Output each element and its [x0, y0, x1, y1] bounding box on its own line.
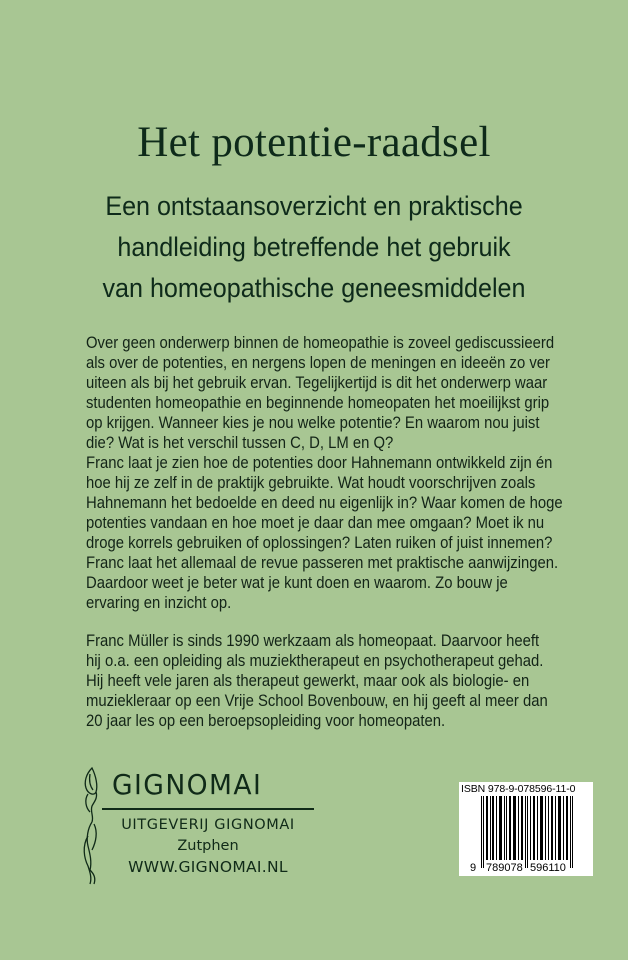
book-title: Het potentie-raadsel [137, 119, 491, 166]
blurb-line: Daardoor weet je beter wat je kunt doen en waarom. Zo bouw je [86, 574, 508, 592]
ean-right-digits: 596110 [530, 862, 566, 874]
blurb-line: Franc laat het allemaal de revue passeren met praktische aanwijzingen. [86, 554, 559, 572]
publisher-full-name: UITGEVERIJ GIGNOMAI [121, 817, 295, 833]
author-bio [86, 631, 608, 731]
blurb-line: Hahnemann het bedoelde en deed nu eigenlijk in? Waar komen de hoge [86, 494, 563, 512]
isbn-barcode [459, 782, 593, 876]
blurb-line: uiteen als bij het gebruik ervan. Tegelijkertijd is dit het onderwerp waar [86, 374, 548, 392]
plant-icon [80, 766, 104, 886]
book-subtitle [22, 186, 606, 309]
bio-line: 20 jaar les op een beroepsopleiding voor homeopaten. [86, 712, 446, 730]
subtitle-line: handleiding betreffende het gebruik [117, 232, 511, 262]
bio-line: Franc Müller is sinds 1990 werkzaam als homeopaat. Daarvoor heeft [86, 632, 540, 650]
ean-first-digit: 9 [470, 862, 477, 874]
subtitle-line: van homeopathische geneesmiddelen [102, 273, 526, 303]
blurb-line: ervaring en inzicht op. [86, 594, 232, 612]
publisher-website: WWW.GIGNOMAI.NL [128, 858, 288, 876]
blurb-line: als over de potenties, en nergens lopen de meningen en ideeën zo ver [86, 354, 550, 372]
subtitle-line: Een ontstaansoverzicht en praktische [105, 191, 523, 221]
blurb-line: Franc laat je zien hoe de potenties door Hahnemann ontwikkeld zijn én [86, 454, 553, 472]
ean-left-digits: 789078 [486, 862, 523, 874]
logo-divider [102, 808, 314, 810]
blurb-line: op krijgen. Wanneer kies je nou welke potentie? En waarom nou juist [86, 414, 540, 432]
blurb-line: hoe hij ze zelf in de praktijk gebruikte. Wat houdt voorschrijven zoals [86, 474, 536, 492]
bio-line: hij o.a. een opleiding als muziektherapeut en psychotherapeut gehad. [86, 652, 544, 670]
blurb-paragraph [86, 333, 608, 613]
barcode-bars-icon [459, 782, 593, 876]
bio-line: muziekleraar op een Vrije School Bovenbouw, en hij geeft al meer dan [86, 692, 548, 710]
publisher-city: Zutphen [177, 838, 239, 854]
publisher-logo [80, 766, 310, 896]
blurb-line: studenten homeopathie en beginnende homeopaten het moeilijkst grip [86, 394, 550, 412]
blurb-line: Over geen onderwerp binnen de homeopathie is zoveel gediscussieerd [86, 334, 555, 352]
isbn-label: ISBN 978-9-078596-11-0 [461, 783, 576, 795]
blurb-line: droge korrels gebruiken of oplossingen? Laten ruiken of juist innemen? [86, 534, 553, 552]
bio-line: Hij heeft vele jaren als therapeut gewerkt, maar ook als biologie- en [86, 672, 530, 690]
blurb-line: potenties vandaan en hoe moet je daar dan mee omgaan? Moet ik nu [86, 514, 545, 532]
publisher-name: GIGNOMAI [112, 768, 263, 801]
blurb-line: die? Wat is het verschil tussen C, D, LM en Q? [86, 434, 394, 452]
